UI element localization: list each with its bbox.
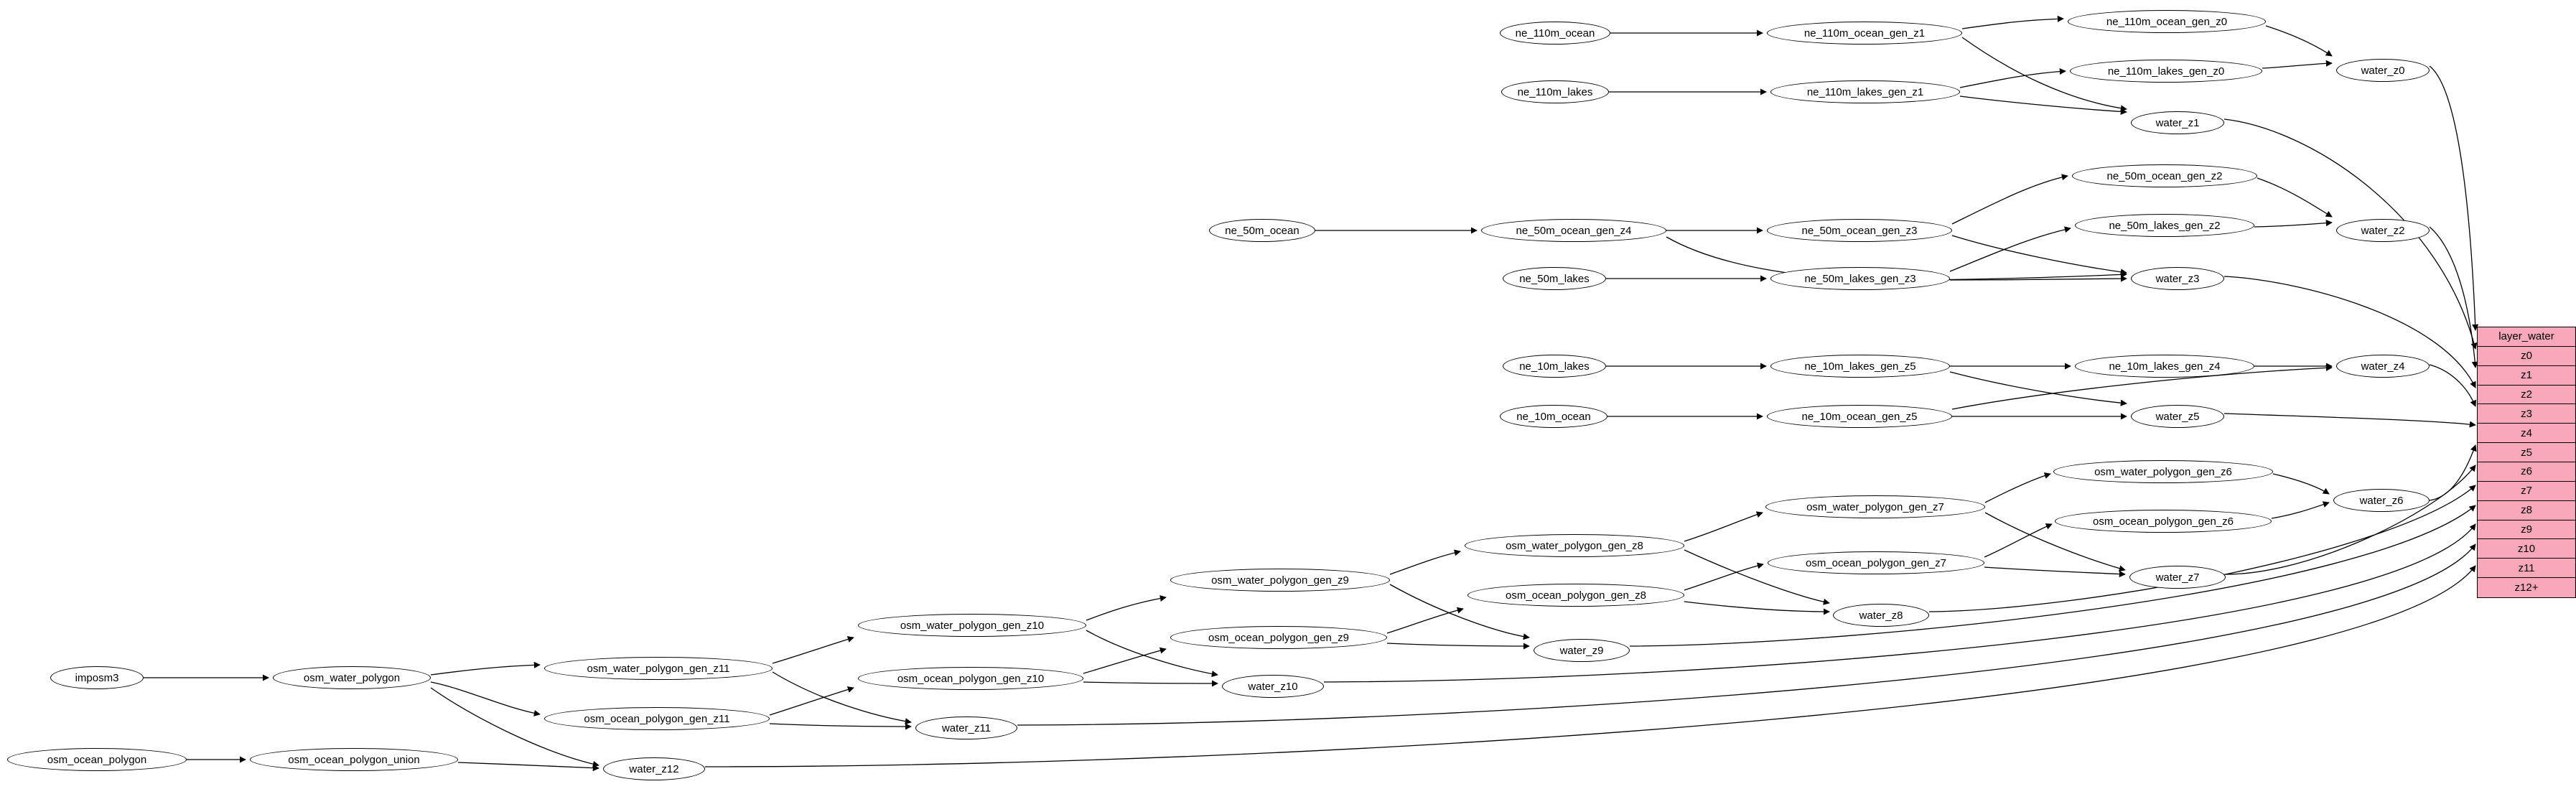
- node-label: ne_110m_lakes_gen_z0: [2107, 65, 2225, 78]
- edge-ne_110m_ocean_gen_z1-to-ne_110m_ocean_gen_z0: [1962, 19, 2063, 29]
- node-ne_110m_ocean_gen_z1[interactable]: [1767, 22, 1962, 45]
- edge-osm_ocean_polygon_gen_z9-to-water_z9: [1387, 643, 1529, 646]
- node-label: ne_50m_ocean_gen_z2: [2106, 169, 2223, 182]
- node-label: ne_50m_lakes_gen_z3: [1804, 272, 1916, 285]
- node-ne_50m_ocean[interactable]: [1209, 219, 1315, 242]
- legend-row-z3[interactable]: z3: [2478, 404, 2575, 424]
- node-label: water_z3: [2155, 272, 2200, 285]
- node-osm_ocean_polygon_union[interactable]: [250, 748, 458, 771]
- edge-ne_50m_ocean_gen_z3-to-water_z3: [1952, 235, 2127, 273]
- node-ne_10m_lakes_gen_z4[interactable]: [2075, 355, 2254, 378]
- node-ne_110m_lakes_gen_z1[interactable]: [1770, 80, 1960, 103]
- node-water_z4[interactable]: [2336, 355, 2430, 378]
- legend-row-z1[interactable]: z1: [2478, 366, 2575, 386]
- node-osm_water_polygon_gen_z9[interactable]: [1170, 569, 1390, 592]
- node-label: water_z0: [2361, 64, 2405, 77]
- edge-osm_water_polygon_gen_z10-to-osm_water_polygon_gen_z9: [1086, 597, 1166, 620]
- node-label: imposm3: [75, 671, 119, 684]
- node-label: ne_110m_ocean_gen_z0: [2106, 15, 2228, 28]
- node-ne_50m_lakes_gen_z2[interactable]: [2075, 214, 2254, 237]
- node-ne_50m_ocean_gen_z4[interactable]: [1481, 219, 1666, 242]
- legend-row-z7[interactable]: z7: [2478, 482, 2575, 501]
- node-label: osm_ocean_polygon: [47, 753, 147, 766]
- edge-osm_ocean_polygon_gen_z10-to-osm_ocean_polygon_gen_z9: [1083, 649, 1166, 673]
- node-label: osm_ocean_polygon_gen_z7: [1806, 556, 1946, 569]
- edge-osm_ocean_polygon_gen_z8-to-water_z8: [1684, 602, 1829, 612]
- legend-row-z8[interactable]: z8: [2478, 501, 2575, 520]
- node-label: ne_110m_ocean: [1515, 27, 1595, 39]
- edge-water_z5-to-layer_water: [2224, 414, 2475, 425]
- node-osm_water_polygon_gen_z11[interactable]: [544, 657, 773, 680]
- edge-water_z0-to-layer_water: [2430, 66, 2475, 330]
- legend-row-z0[interactable]: z0: [2478, 347, 2575, 366]
- node-label: water_z6: [2359, 494, 2404, 507]
- node-ne_110m_lakes_gen_z0[interactable]: [2070, 60, 2262, 83]
- edge-osm_ocean_polygon_union-to-water_z12: [458, 762, 599, 768]
- legend-row-z5[interactable]: z5: [2478, 443, 2575, 462]
- edge-osm_ocean_polygon_gen_z10-to-water_z10: [1083, 682, 1218, 683]
- edge-ne_50m_lakes_gen_z3-to-ne_50m_lakes_gen_z2: [1950, 228, 2071, 271]
- node-label: ne_10m_lakes: [1519, 360, 1590, 373]
- node-water_z6[interactable]: [2333, 489, 2430, 512]
- node-label: osm_water_polygon: [303, 671, 401, 684]
- node-ne_10m_lakes_gen_z5[interactable]: [1770, 355, 1950, 378]
- node-label: water_z12: [629, 762, 679, 775]
- node-water_z2[interactable]: [2336, 219, 2430, 242]
- edge-osm_ocean_polygon_gen_z8-to-osm_ocean_polygon_gen_z7: [1684, 564, 1763, 590]
- node-label: osm_water_polygon_gen_z9: [1211, 574, 1349, 587]
- node-water_z5[interactable]: [2131, 405, 2224, 428]
- node-label: osm_ocean_polygon_union: [288, 753, 420, 766]
- legend-row-z12+[interactable]: z12+: [2478, 578, 2575, 597]
- node-ne_110m_lakes[interactable]: [1501, 80, 1609, 103]
- edge-ne_50m_ocean_gen_z2-to-water_z2: [2257, 178, 2332, 217]
- node-label: ne_50m_ocean_gen_z3: [1801, 224, 1918, 237]
- node-label: water_z7: [2155, 571, 2200, 584]
- node-label: water_z8: [1859, 609, 1903, 622]
- edge-osm_water_polygon_gen_z7-to-osm_water_polygon_gen_z6: [1985, 474, 2050, 503]
- node-label: ne_10m_lakes_gen_z4: [2109, 360, 2221, 373]
- node-label: ne_50m_lakes: [1519, 272, 1590, 285]
- node-label: osm_ocean_polygon_gen_z10: [897, 672, 1045, 685]
- node-ne_110m_ocean_gen_z0[interactable]: [2068, 10, 2266, 33]
- node-label: osm_water_polygon_gen_z7: [1806, 500, 1944, 513]
- edge-osm_ocean_polygon_gen_z7-to-osm_ocean_polygon_gen_z6: [1984, 524, 2052, 557]
- node-osm_ocean_polygon_gen_z11[interactable]: [544, 707, 770, 730]
- node-ne_50m_lakes_gen_z3[interactable]: [1770, 267, 1950, 290]
- node-water_z7[interactable]: [2129, 566, 2226, 589]
- node-ne_10m_ocean_gen_z5[interactable]: [1767, 405, 1952, 428]
- node-label: ne_110m_lakes: [1517, 85, 1593, 98]
- edge-ne_110m_lakes_gen_z1-to-ne_110m_lakes_gen_z0: [1960, 71, 2066, 88]
- node-osm_ocean_polygon[interactable]: [7, 748, 187, 771]
- node-label: osm_water_polygon_gen_z10: [900, 619, 1045, 632]
- node-water_z9[interactable]: [1534, 639, 1630, 662]
- node-water_z0[interactable]: [2336, 59, 2430, 82]
- legend-row-z10[interactable]: z10: [2478, 539, 2575, 559]
- node-label: osm_water_polygon_gen_z8: [1506, 539, 1643, 552]
- edge-osm_water_polygon_gen_z6-to-water_z6: [2273, 474, 2329, 494]
- node-label: osm_ocean_polygon_gen_z11: [584, 712, 730, 725]
- edge-water_z6-to-layer_water: [2430, 445, 2475, 500]
- edge-ne_10m_lakes_gen_z5-to-water_z5: [1950, 372, 2127, 403]
- edge-ne_50m_lakes_gen_z3-to-water_z3: [1950, 279, 2127, 280]
- legend-row-z2[interactable]: z2: [2478, 386, 2575, 405]
- edge-ne_110m_lakes_gen_z0-to-water_z0: [2262, 63, 2332, 68]
- node-ne_110m_ocean[interactable]: [1500, 22, 1610, 45]
- node-label: ne_10m_ocean_gen_z5: [1801, 410, 1918, 423]
- node-label: ne_50m_lakes_gen_z2: [2109, 219, 2221, 232]
- node-label: osm_ocean_polygon_gen_z9: [1208, 631, 1349, 644]
- edge-ne_110m_lakes_gen_z1-to-water_z1: [1960, 96, 2127, 112]
- node-imposm3[interactable]: [50, 666, 144, 689]
- edge-ne_50m_lakes_gen_z2-to-water_z2: [2254, 223, 2332, 227]
- node-osm_water_polygon_gen_z7[interactable]: [1765, 495, 1985, 518]
- edge-ne_110m_ocean_gen_z0-to-water_z0: [2266, 26, 2332, 56]
- layer-water-legend: [2477, 327, 2576, 598]
- edge-osm_ocean_polygon_gen_z11-to-osm_ocean_polygon_gen_z10: [770, 688, 854, 715]
- node-ne_50m_ocean_gen_z2[interactable]: [2072, 164, 2257, 187]
- edge-osm_water_polygon_gen_z9-to-osm_water_polygon_gen_z8: [1390, 551, 1460, 574]
- node-osm_water_polygon[interactable]: [273, 666, 431, 689]
- legend-row-z4[interactable]: z4: [2478, 424, 2575, 443]
- node-osm_ocean_polygon_gen_z9[interactable]: [1170, 626, 1387, 649]
- edge-ne_50m_ocean_gen_z3-to-ne_50m_ocean_gen_z2: [1952, 176, 2068, 224]
- legend-title: layer_water: [2478, 327, 2575, 347]
- node-label: ne_10m_lakes_gen_z5: [1804, 360, 1916, 373]
- edge-water_z2-to-layer_water: [2430, 227, 2475, 368]
- edge-osm_water_polygon-to-osm_ocean_polygon_gen_z11: [431, 682, 540, 714]
- edge-osm_ocean_polygon_gen_z11-to-water_z11: [770, 724, 911, 727]
- node-label: water_z2: [2361, 224, 2405, 237]
- node-label: water_z11: [941, 722, 991, 734]
- node-osm_water_polygon_gen_z10[interactable]: [858, 614, 1086, 637]
- node-label: water_z9: [1559, 644, 1604, 657]
- node-label: osm_ocean_polygon_gen_z6: [2093, 515, 2234, 528]
- node-water_z1[interactable]: [2131, 111, 2224, 134]
- node-osm_ocean_polygon_gen_z10[interactable]: [858, 667, 1083, 690]
- node-ne_10m_lakes[interactable]: [1503, 355, 1606, 378]
- legend-row-z6[interactable]: z6: [2478, 462, 2575, 482]
- node-osm_ocean_polygon_gen_z7[interactable]: [1768, 551, 1984, 574]
- node-ne_50m_ocean_gen_z3[interactable]: [1767, 219, 1952, 242]
- node-water_z12[interactable]: [603, 757, 705, 780]
- node-label: osm_ocean_polygon_gen_z8: [1506, 589, 1646, 602]
- node-label: ne_50m_ocean: [1225, 224, 1299, 237]
- node-label: osm_water_polygon_gen_z11: [587, 662, 730, 675]
- node-osm_water_polygon_gen_z8[interactable]: [1465, 534, 1684, 557]
- node-label: water_z5: [2155, 410, 2200, 423]
- edge-water_z4-to-layer_water: [2430, 365, 2475, 406]
- node-osm_ocean_polygon_gen_z8[interactable]: [1467, 584, 1684, 607]
- node-label: osm_water_polygon_gen_z6: [2094, 465, 2232, 478]
- node-label: ne_110m_ocean_gen_z1: [1803, 27, 1926, 39]
- edge-osm_ocean_polygon_gen_z9-to-osm_ocean_polygon_gen_z8: [1387, 609, 1463, 633]
- node-label: ne_110m_lakes_gen_z1: [1806, 85, 1924, 98]
- edge-osm_water_polygon-to-water_z12: [431, 688, 599, 765]
- node-water_z10[interactable]: [1222, 675, 1324, 698]
- node-label: water_z1: [2155, 116, 2200, 129]
- edge-water_z9-to-layer_water: [1630, 505, 2475, 646]
- node-label: ne_50m_ocean_gen_z4: [1516, 224, 1632, 237]
- node-osm_water_polygon_gen_z6[interactable]: [2053, 460, 2273, 483]
- node-osm_ocean_polygon_gen_z6[interactable]: [2055, 510, 2272, 533]
- edge-osm_ocean_polygon_gen_z6-to-water_z6: [2272, 503, 2329, 518]
- node-water_z8[interactable]: [1833, 604, 1929, 627]
- edge-osm_water_polygon-to-osm_water_polygon_gen_z11: [431, 665, 540, 675]
- node-label: water_z4: [2361, 360, 2405, 373]
- edge-osm_ocean_polygon_gen_z7-to-water_z7: [1984, 567, 2125, 574]
- node-water_z3[interactable]: [2131, 267, 2224, 290]
- node-label: ne_10m_ocean: [1516, 410, 1591, 423]
- edge-osm_water_polygon_gen_z8-to-osm_water_polygon_gen_z7: [1684, 513, 1763, 541]
- node-water_z11[interactable]: [915, 716, 1017, 739]
- edge-osm_water_polygon_gen_z11-to-osm_water_polygon_gen_z10: [773, 638, 854, 663]
- legend-row-z11[interactable]: z11: [2478, 559, 2575, 578]
- node-label: water_z10: [1248, 680, 1298, 693]
- legend-row-z9[interactable]: z9: [2478, 520, 2575, 540]
- node-ne_10m_ocean[interactable]: [1500, 405, 1607, 428]
- node-ne_50m_lakes[interactable]: [1503, 267, 1606, 290]
